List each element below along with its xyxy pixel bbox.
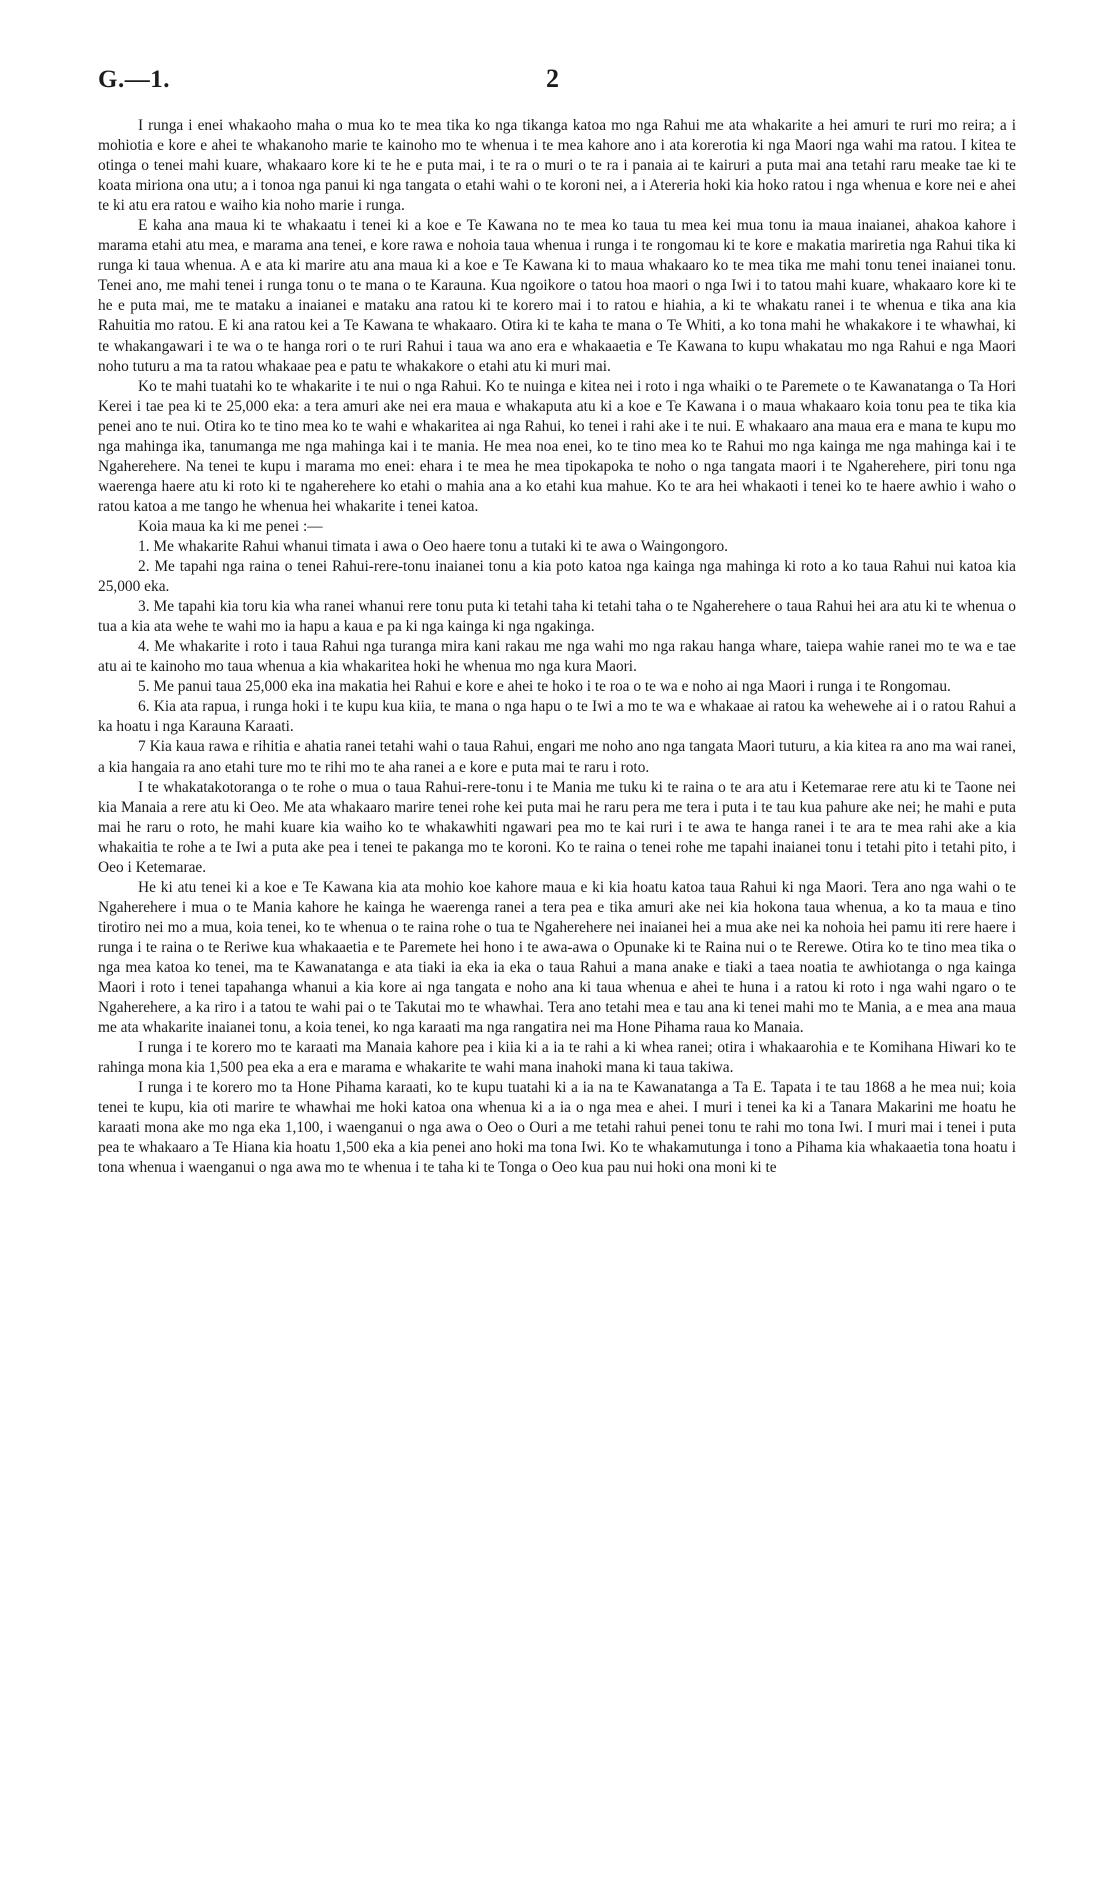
paragraph: I runga i te korero mo te karaati ma Manaia kahore pea i kiia ki a ia te rahi a ki whea ranei; otira i whakaarohia e te Komihana Hiwari ko te rahinga mona kia 1,500 pea eka a era e marama e whakarite te wahi mana inahoki mana ki taua takiwa. bbox=[98, 1039, 1016, 1077]
body-text bbox=[98, 116, 1016, 1178]
list-item: 3. Me tapahi kia toru kia wha ranei whanui rere tonu puta ki tetahi taha ki tetahi taha o te Ngaherehere o taua Rahui hei ara atu ki te whenua o tua a kia ata wehe te wahi mo ia hapu a kaua e pa ki nga kainga ki nga ngakinga. bbox=[98, 598, 1016, 636]
paragraph: I te whakatakotoranga o te rohe o mua o taua Rahui-rere-tonu i te Mania me tuku ki te raina o te ara atu i Ketemarae rere atu ki te Taone nei kia Manaia a rere atu ki Oeo. Me ata whakaaro marire tenei rohe kei puta mai he raru pera me tera i puta i te tau kua pahure ake nei; he mahi e puta mai he raru o roto, he mahi kuare kia waiho ko te whakawhiti ngawari pea mo te kai ruri i te awa te hanga ranei i te ara te mea rahi ake a kia whakaitia te rohe a te Iwi a puta ake pea i tenei te pakanga mo te koroni. Ko te raina o tenei rohe me tapahi inaianei tonu i tetahi pito i tetahi pito, i Oeo i Ketemarae. bbox=[98, 778, 1016, 876]
list-item: 6. Kia ata rapua, i runga hoki i te kupu kua kiia, te mana o nga hapu o te Iwi a mo te wa e whakaae ai ratou ka wehewehe ai i o ratou Rahui a ka hoatu i nga Karauna Karaati. bbox=[98, 698, 1016, 736]
paragraph: I runga i enei whakaoho maha o mua ko te mea tika ko nga tikanga katoa mo nga Rahui me ata whakarite a hei amuri te ruri mo reira; a i mohiotia e kore e ahei te whakanoho marie te kainoho mo te whenua i te mea kahore ano i ata korerotia ki nga Maori nga wahi ma ratou. I kitea te otinga o tenei mahi kuare, whakaaro kore ki te he e puta mai, i te ra o muri o te ra i panaia ai te kairuri a puta mai ana tetahi raru meake tae ki te koata miriona ona utu; a i tonoa nga panui ki nga tangata o etahi wahi o te koroni nei, a i Atereria hoki kia hoko ratou i nga whenua e kore nei e ahei te ki atu era ratou e waiho kia noho marie i runga. bbox=[98, 117, 1016, 215]
paragraph: He ki atu tenei ki a koe e Te Kawana kia ata mohio koe kahore maua e ki kia hoatu katoa taua Rahui ki nga Maori. Tera ano nga wahi o te Ngaherehere i mua o te Mania kahore he kainga he waerenga ranei a tera pea e tika amuri ake nei kia hokona taua whenua, a ko ta maua e tino tirotiro nei mo a mua, koia tenei, ko te whenua o te raina rohe o tua te Ngaherehere nei inaianei hei a mua ake nei ka nohoia hei pamu iti rere haere i runga i te raina o te Reriwe kua whakaaetia e te Paremete hei hono i te awa-awa o Opunake ki te Raina nui o te Rerewe. Otira ko te tino mea tika o nga mea katoa ko tenei, ma te Kawanatanga e ata tiaki ia eka ia eka o taua Rahui a mana anake e tiaki a taea noatia te awhiotanga o nga kainga Maori i roto i tenei tapahanga whanui a kia kore ai nga tangata e noho ana ki taua whenua e ahei te huna i a ratou ki roto i nga wahi ngaro o te Ngaherehere, a ka riro i a tatou te wahi pai o te Takutai mo te whawhai. Tera ano tetahi mea e tau ana ki tenei mahi mo te Mania, a e mea ana maua me ata whakarite inaianei tonu, a koia tenei, ko nga karaati ma nga rangatira nei ma Hone Pihama raua ko Manaia. bbox=[98, 878, 1016, 1037]
list-item: 7 Kia kaua rawa e rihitia e ahatia ranei tetahi wahi o taua Rahui, engari me noho ano nga tangata Maori tuturu, a kia kitea ra ano ma wai ranei, a kia hangaia ra ano etahi ture mo te rihi mo te aha ranei a e kore e puta mai te raru i roto. bbox=[98, 738, 1016, 776]
page-number: 2 bbox=[546, 64, 559, 93]
paragraph: E kaha ana maua ki te whakaatu i tenei ki a koe e Te Kawana no te mea ko taua tu mea kei mua tonu ia maua inaianei, ahakoa kahore i marama etahi atu mea, e marama ana tenei, e kore rawa e nohoia taua whenua i runga i te rongomau ki te kore e makatia mariretia nga Rahui tika ki runga ki taua whenua. A e ata ki marire atu ana maua ki a koe e Te Kawana ki to maua whakaaro ko te mea tika me mahi tonu tenei inaianei tonu. Tenei ano, me mahi tenei i runga tonu o te mana o te Karauna. Kua ngoikore o tatou hoa maori o nga Iwi i to tatou mahi kuare, whakaaro kore ki te he e puta mai, me te mataku a inaianei e mataku ana ratou ki te korero mai i to ratou e hiahia, a ki te whakatu ranei i te whenua e tika ana kia Rahuitia mo ratou. E ki ana ratou kei a Te Kawana te whakaaro. Otira ki te kaha te mana o Te Whiti, a ko tona mahi he whakakore i te whawhai, ki te whakangawari i te wa o te hanga rori o te ruri Rahui i taua wa ano era e whakaaetia e Te Kawana to kupu whakatau mo nga Rahui e nga Maori noho tuturu a ma ta ratou whakaae pea e patu te whakakore o etahi atu ki muri mai. bbox=[98, 217, 1016, 375]
paragraph: I runga i te korero mo ta Hone Pihama karaati, ko te kupu tuatahi ki a ia na te Kawanatanga a Ta E. Tapata i te tau 1868 a he mea nui; koia tenei te kupu, kia oti marire te whawhai me hoki katoa ona whenua ki a ia o nga mea e ahei. I muri i tenei ka ki a Tanara Makarini me hoatu he karaati mona ake mo nga eka 1,100, i waenganui o nga awa o Oeo o Ouri a me tetahi rahui penei tonu te rahi mo tona Iwi. I muri mai i tenei i puta pea te whakaaro a Te Hiana kia hoatu 1,500 eka a kia penei ano hoki ma tona Iwi. Ko te whakamutunga i tono a Pihama kia whakaaetia tona hoatu i tona whenua i waenganui o nga awa mo te whenua i te taha ki te Tonga o Oeo kua pau nui hoki ona moni ki te bbox=[98, 1079, 1016, 1177]
list-item: 5. Me panui taua 25,000 eka ina makatia hei Rahui e kore e ahei te hoko i te roa o te wa e noho ai nga Maori i runga i te Rongomau. bbox=[138, 678, 951, 696]
paragraph: Koia maua ka ki me penei :— bbox=[138, 517, 323, 535]
list-item: 4. Me whakarite i roto i taua Rahui nga turanga mira kani rakau me nga wahi mo nga rakau hanga whare, taiepa wahie ranei mo te wa e tae atu ai te kainoho mo taua whenua a kia whakaritea hoki he whenua mo nga kura Maori. bbox=[98, 638, 1016, 676]
page-identifier: G.—1. bbox=[98, 66, 170, 93]
list-item: 2. Me tapahi nga raina o tenei Rahui-rere-tonu inaianei tonu a kia poto katoa nga kainga nga mahinga ki roto a ko taua Rahui nui katoa kia 25,000 eka. bbox=[98, 558, 1016, 596]
list-item: 1. Me whakarite Rahui whanui timata i awa o Oeo haere tonu a tutaki ki te awa o Waingongoro. bbox=[138, 537, 728, 555]
paragraph: Ko te mahi tuatahi ko te whakarite i te nui o nga Rahui. Ko te nuinga e kitea nei i roto i nga whaiki o te Paremete o te Kawanatanga o Ta Hori Kerei i tae pea ki te 25,000 eka: a tera amuri ake nei era maua e whakaputa atu ki a koe e Te Kawana i o maua whakaaro koia tonu pea te tika kia penei ano te nui. Otira ko te tino mea ko te wahi e whakaritea ai nga Rahui, ko tenei i rahi ake i te nui. E whakaaro ana maua era e mana te kupu mo nga mahinga ika, tanumanga me nga mahinga kai i te mania. He mea noa enei, ko te tino mea ko te Rahui mo nga kainga me nga mahinga kai i te Ngaherehere. Na tenei te kupu i marama mo enei: ehara i te mea he mea tipokapoka te noho o nga tangata maori i te Ngaherehere, piri tonu nga waerenga haere atu ki roto ki te ngaherehere ko etahi o mahia ana a ko etahi kua mahue. Ko te ara hei whakaoti i tenei ko te haere awhio i waho o ratou katoa a me tango he whenua hei whakarite i tenei katoa. bbox=[98, 377, 1016, 515]
